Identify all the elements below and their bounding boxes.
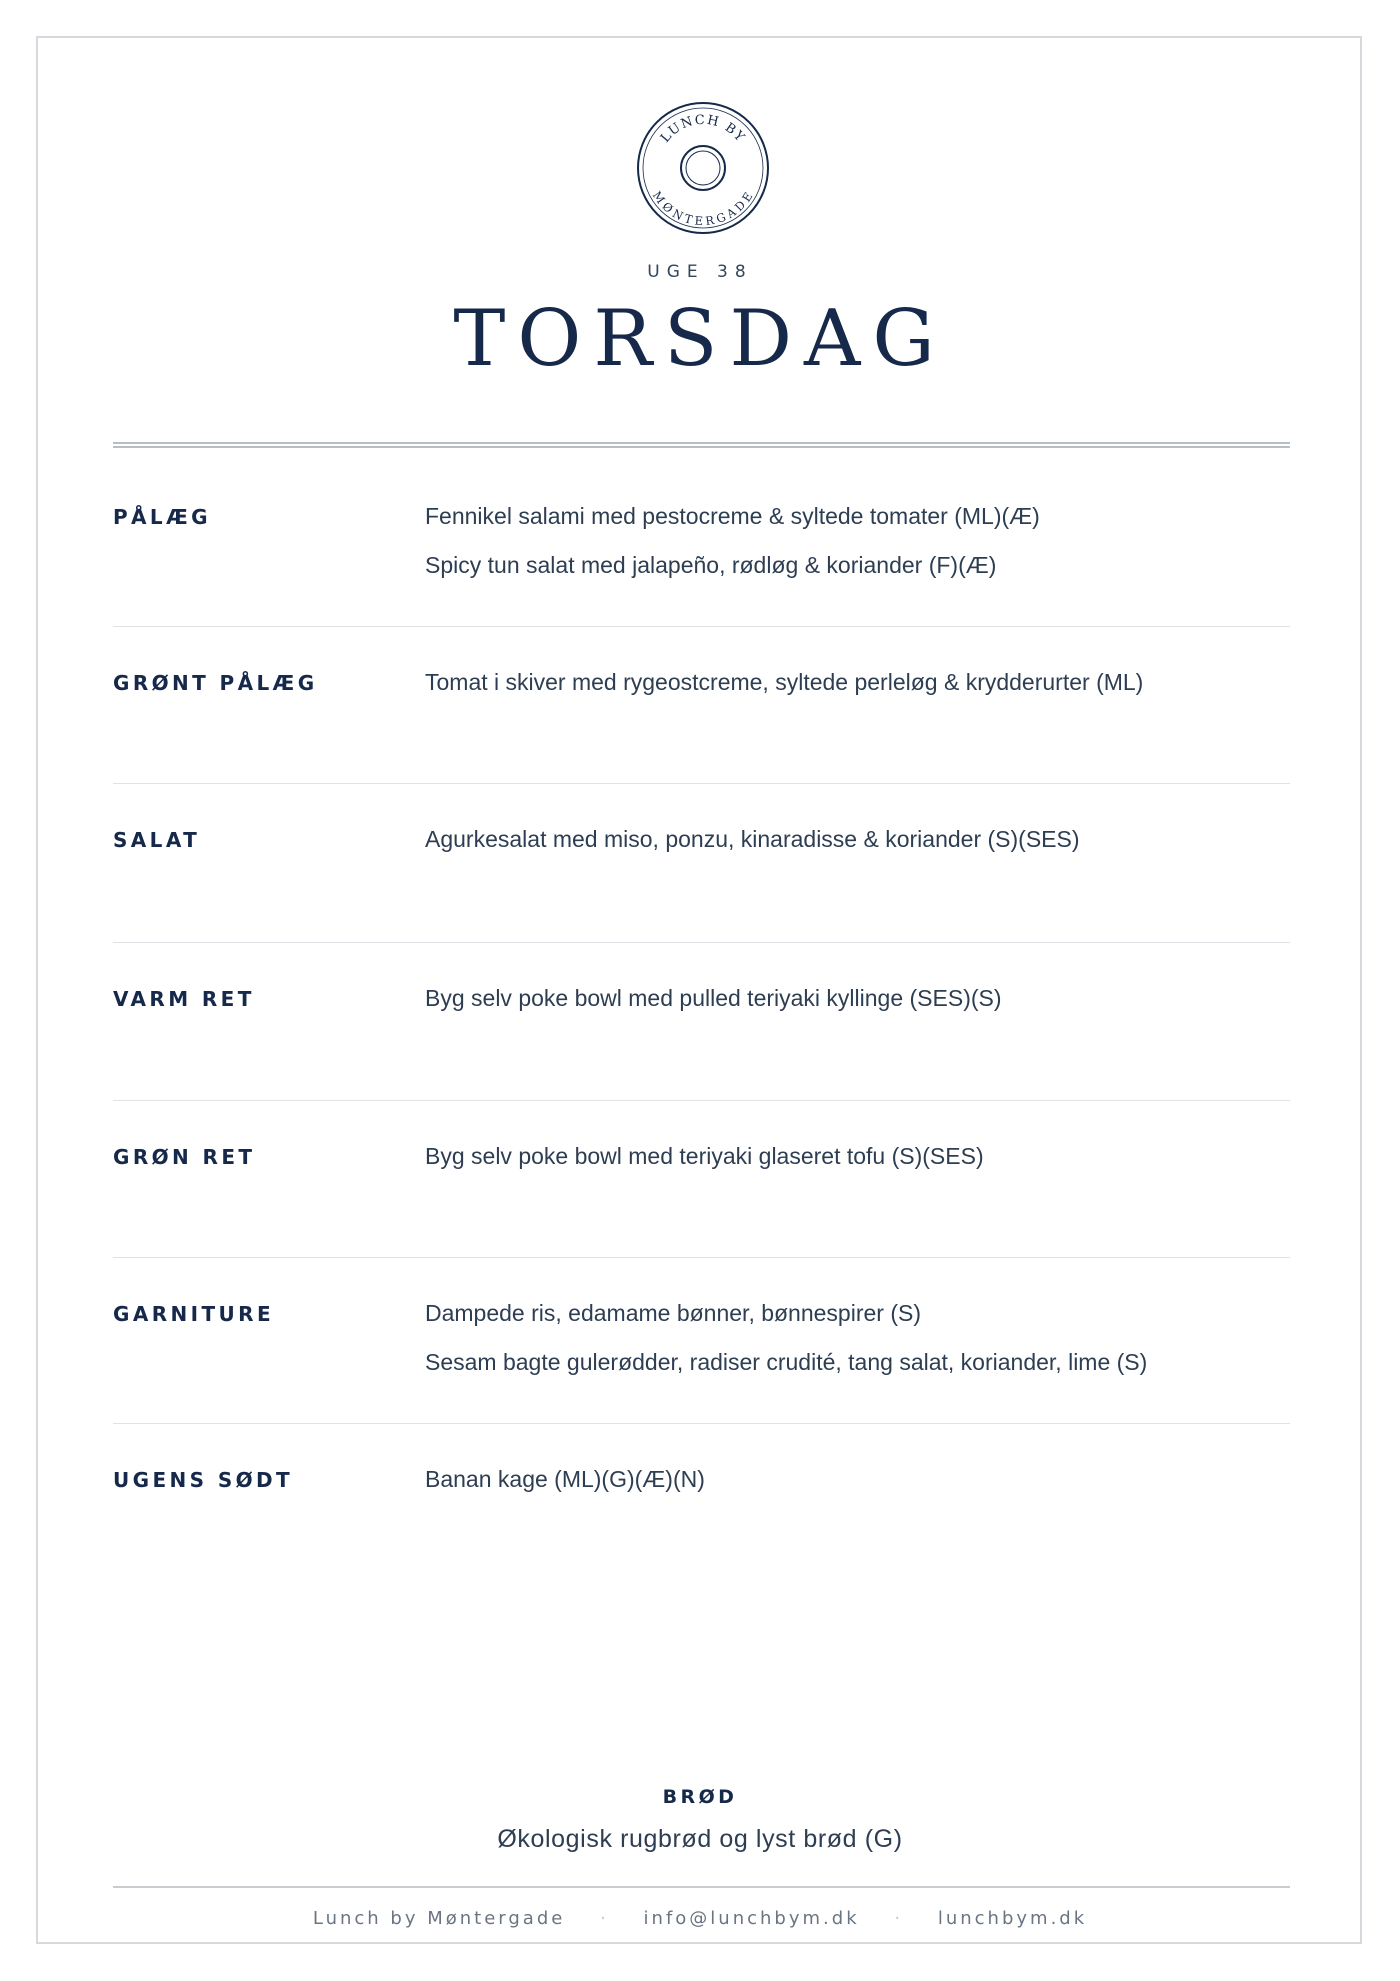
- section-divider: [113, 626, 1290, 627]
- footer-separator: ·: [894, 1908, 904, 1929]
- bread-title: BRØD: [662, 1786, 738, 1808]
- menu-item: Tomat i skiver med rygeostcreme, syltede perleløg & krydderurter (ML): [425, 669, 1144, 695]
- menu-items: [425, 1300, 1147, 1398]
- section-divider: [113, 1423, 1290, 1424]
- section-divider: [113, 1257, 1290, 1258]
- menu-items: [425, 826, 1080, 875]
- footer-separator: ·: [600, 1908, 609, 1929]
- category-label: UGENS SØDT: [113, 1468, 294, 1492]
- category-label: GRØN RET: [113, 1145, 256, 1169]
- menu-items: [425, 503, 1040, 601]
- bread-description: Økologisk rugbrød og lyst brød (G): [497, 1825, 903, 1853]
- menu-items: [425, 669, 1143, 718]
- lunch-by-montergade-logo: [635, 100, 771, 236]
- week-label: UGE 38: [647, 262, 753, 282]
- category-label: SALAT: [113, 828, 201, 852]
- footer-name: Lunch by Møntergade: [312, 1908, 566, 1929]
- svg-text:LUNCH BY: [658, 113, 748, 146]
- menu-items: [425, 1143, 984, 1192]
- category-label: PÅLÆG: [113, 505, 211, 529]
- menu-item: Agurkesalat med miso, ponzu, kinaradisse & koriander (S)(SES): [425, 826, 1080, 852]
- menu-item: Sesam bagte gulerødder, radiser crudité, tang salat, koriander, lime (S): [425, 1349, 1148, 1375]
- menu-item: Banan kage (ML)(G)(Æ)(N): [425, 1466, 705, 1492]
- menu-items: [425, 1466, 705, 1515]
- footer-email-link[interactable]: info@lunchbym.dk: [643, 1908, 860, 1929]
- category-label: GARNITURE: [113, 1302, 275, 1326]
- menu-item: Dampede ris, edamame bønner, bønnespirer (S): [425, 1300, 921, 1326]
- section-divider: [113, 1100, 1290, 1101]
- header-divider: [113, 442, 1290, 448]
- menu-item: Fennikel salami med pestocreme & syltede tomater (ML)(Æ): [425, 503, 1040, 529]
- menu-items: [425, 985, 1002, 1034]
- section-divider: [113, 942, 1290, 943]
- logo-bottom-text: MØNTERGADE: [649, 188, 757, 228]
- logo-top-text: LUNCH BY: [658, 112, 748, 146]
- footer: [0, 1908, 1400, 1929]
- footer-website-link[interactable]: lunchbym.dk: [937, 1908, 1088, 1929]
- footer-divider: [113, 1886, 1290, 1888]
- section-divider: [113, 783, 1290, 784]
- menu-item: Spicy tun salat med jalapeño, rødløg & koriander (F)(Æ): [425, 552, 997, 578]
- category-label: VARM RET: [113, 987, 255, 1011]
- menu-item: Byg selv poke bowl med pulled teriyaki kyllinge (SES)(S): [425, 985, 1002, 1011]
- menu-item: Byg selv poke bowl med teriyaki glaseret tofu (S)(SES): [425, 1143, 984, 1169]
- day-title: TORSDAG: [453, 294, 947, 384]
- category-label: GRØNT PÅLÆG: [113, 671, 318, 695]
